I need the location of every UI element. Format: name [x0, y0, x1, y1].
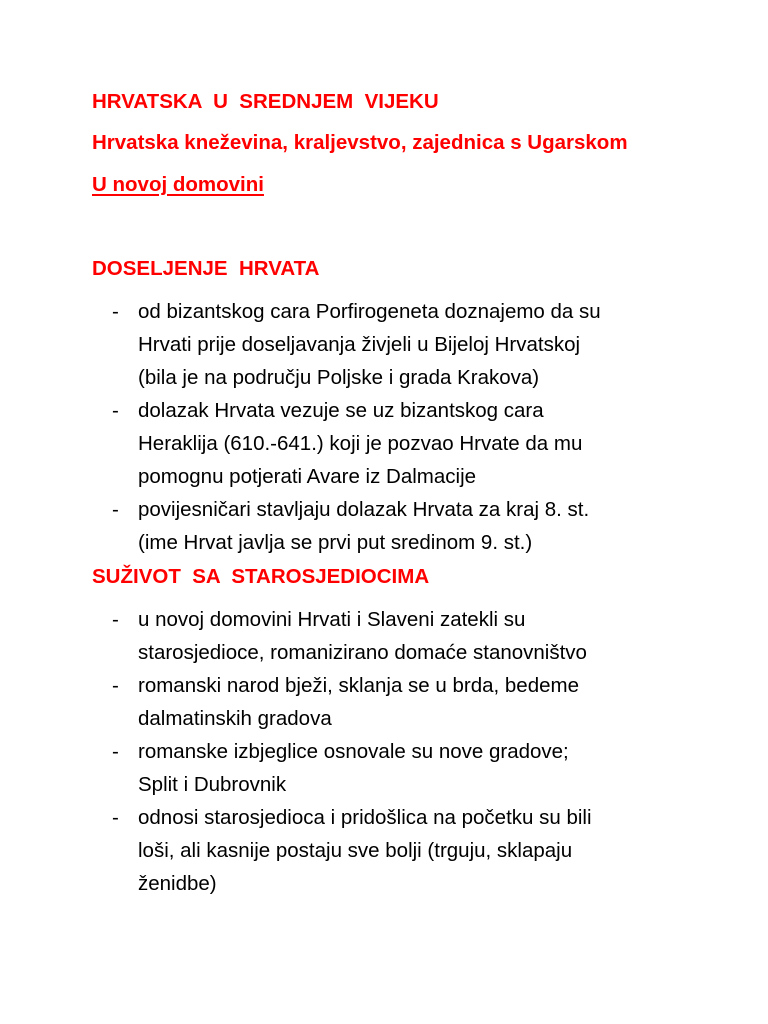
list-item [92, 735, 732, 801]
list-item-text-line: romanske izbjeglice osnovale su nove gradove; [138, 740, 569, 763]
list-item [92, 669, 732, 735]
section-heading-suzivot: SUŽIVOT SA STAROSJEDIOCIMA [92, 565, 430, 588]
list-item-text-line: pomognu potjerati Avare iz Dalmacije [138, 465, 477, 488]
section-title-u-novoj-domovini: U novoj domovini [92, 173, 264, 196]
list-item-text-line: Split i Dubrovnik [138, 773, 287, 796]
list-item-text-line: povijesničari stavljaju dolazak Hrvata za kraj 8. st. [138, 498, 590, 521]
bullet-list [92, 295, 732, 559]
list-item-text-line: dolazak Hrvata vezuje se uz bizantskog cara [138, 399, 544, 422]
bullet-dash: - [112, 300, 119, 323]
bullet-list [92, 603, 732, 900]
list-item [92, 295, 732, 394]
list-item-text-line: ženidbe) [138, 872, 217, 895]
list-item [92, 394, 732, 493]
list-item [92, 603, 732, 669]
list-item-text-line: (bila je na području Poljske i grada Krakova) [138, 366, 540, 389]
bullet-dash: - [112, 806, 119, 829]
bullet-dash: - [112, 608, 119, 631]
list-item [92, 801, 732, 900]
list-item-text-line: (ime Hrvat javlja se prvi put sredinom 9. st.) [138, 531, 533, 554]
bullet-dash: - [112, 498, 119, 521]
bullet-dash: - [112, 399, 119, 422]
list-item-text-line: loši, ali kasnije postaju sve bolji (trguju, sklapaju [138, 839, 573, 862]
document-title: HRVATSKA U SREDNJEM VIJEKU [92, 90, 439, 113]
section-heading-doseljenje-hrvata: DOSELJENJE HRVATA [92, 257, 320, 280]
bullet-dash: - [112, 740, 119, 763]
list-item-text-line: Heraklija (610.-641.) koji je pozvao Hrvate da mu [138, 432, 583, 455]
list-item-text-line: dalmatinskih gradova [138, 707, 332, 730]
document-subtitle: Hrvatska kneževina, kraljevstvo, zajednica s Ugarskom [92, 131, 628, 154]
list-item-text-line: starosjedioce, romanizirano domaće stanovništvo [138, 641, 587, 664]
list-item-text-line: Hrvati prije doseljavanja živjeli u Bijeloj Hrvatskoj [138, 333, 581, 356]
list-item [92, 493, 732, 559]
list-item-text-line: od bizantskog cara Porfirogeneta doznajemo da su [138, 300, 601, 323]
bullet-dash: - [112, 674, 119, 697]
list-item-text-line: odnosi starosjedioca i pridošlica na početku su bili [138, 806, 592, 829]
list-item-text-line: romanski narod bježi, sklanja se u brda, bedeme [138, 674, 579, 697]
list-item-text-line: u novoj domovini Hrvati i Slaveni zatekli su [138, 608, 526, 631]
